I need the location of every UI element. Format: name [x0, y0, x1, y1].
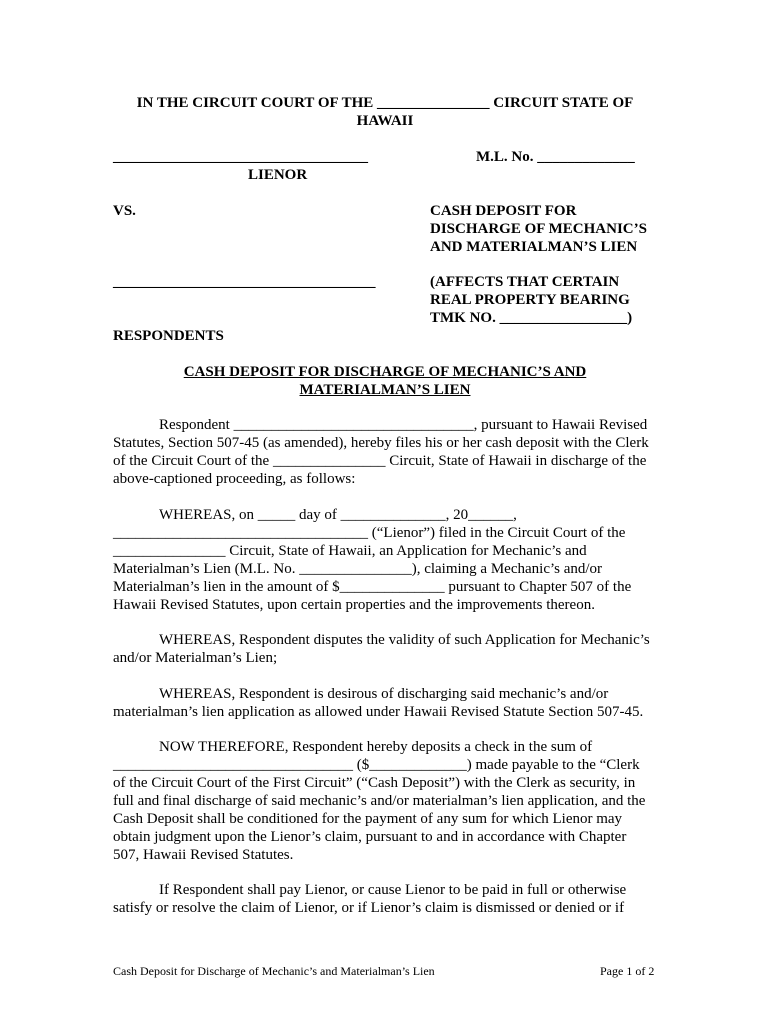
- paragraph-line: ________________________________ ($_____________) made payable to the “Clerk: [113, 757, 640, 773]
- paragraph-line: Cash Deposit shall be conditioned for the payment of any sum for which Lienor may: [113, 811, 623, 827]
- court-header-line2: HAWAII: [356, 113, 414, 129]
- document-title-line1: CASH DEPOSIT FOR DISCHARGE OF MECHANIC’S AND: [183, 364, 587, 380]
- paragraph-line: and/or Materialman’s Lien;: [113, 650, 278, 666]
- paragraph-line: Materialman’s lien in the amount of $______________ pursuant to Chapter 507 of the: [113, 579, 632, 595]
- footer-page-number: Page 1 of 2: [600, 964, 655, 978]
- paragraph-line: WHEREAS, Respondent is desirous of discharging said mechanic’s and/or: [159, 686, 609, 702]
- paragraph-line: WHEREAS, Respondent disputes the validity of such Application for Mechanic’s: [159, 632, 650, 648]
- paragraph-line: Respondent ________________________________, pursuant to Hawaii Revised: [159, 417, 648, 433]
- affects-line3: TMK NO. _________________): [430, 310, 633, 326]
- document-title-line2: MATERIALMAN’S LIEN: [299, 382, 471, 398]
- paragraph-line: of the Circuit Court of the _______________ Circuit, State of Hawaii in discharge of the: [113, 453, 647, 469]
- lienor-label: LIENOR: [248, 167, 308, 183]
- paragraph-line: 507, Hawaii Revised Statutes.: [113, 847, 294, 863]
- lienor-name-blank: __________________________________: [113, 149, 368, 165]
- paragraph-line: Statutes, Section 507-45 (as amended), hereby files his or her cash deposit with the Clerk: [113, 435, 649, 451]
- paragraph-line: WHEREAS, on _____ day of ______________, 20______,: [159, 507, 517, 523]
- paragraph-line: Materialman’s Lien (M.L. No. _______________), claiming a Mechanic’s and/or: [113, 561, 603, 577]
- respondent-name-blank: ___________________________________: [113, 274, 376, 290]
- paragraph-line: Hawaii Revised Statutes, upon certain properties and the improvements thereon.: [113, 597, 595, 613]
- paragraph-line: __________________________________ (“Lienor”) filed in the Circuit Court of the: [113, 525, 626, 541]
- ml-number: M.L. No. _____________: [476, 149, 635, 165]
- affects-line1: (AFFECTS THAT CERTAIN: [430, 274, 620, 290]
- paragraph-line: NOW THEREFORE, Respondent hereby deposits a check in the sum of: [159, 739, 593, 755]
- versus-label: VS.: [113, 203, 136, 219]
- paragraph-line: full and final discharge of said mechanic’s and/or materialman’s lien application, and the: [113, 793, 646, 809]
- caption-title-line2: DISCHARGE OF MECHANIC’S: [430, 221, 647, 237]
- paragraph-line: above-captioned proceeding, as follows:: [113, 471, 356, 487]
- paragraph-line: If Respondent shall pay Lienor, or cause Lienor to be paid in full or otherwise: [159, 882, 627, 898]
- paragraph-line: obtain judgment upon the Lienor’s claim, pursuant to and in accordance with Chapter: [113, 829, 627, 845]
- paragraph-line: satisfy or resolve the claim of Lienor, or if Lienor’s claim is dismissed or denied or if: [113, 900, 625, 916]
- court-header-line1: IN THE CIRCUIT COURT OF THE _______________ CIRCUIT STATE OF: [136, 95, 634, 111]
- caption-title-line3: AND MATERIALMAN’S LIEN: [430, 239, 638, 255]
- affects-line2: REAL PROPERTY BEARING: [430, 292, 630, 308]
- footer-document-title: Cash Deposit for Discharge of Mechanic’s and Materialman’s Lien: [113, 964, 435, 978]
- paragraph-line: of the Circuit Court of the First Circuit” (“Cash Deposit”) with the Clerk as security, in: [113, 775, 636, 791]
- paragraph-line: materialman’s lien application as allowed under Hawaii Revised Statute Section 507-45.: [113, 704, 644, 720]
- respondents-label: RESPONDENTS: [113, 328, 224, 344]
- caption-title-line1: CASH DEPOSIT FOR: [430, 203, 577, 219]
- paragraph-line: _______________ Circuit, State of Hawaii, an Application for Mechanic’s and: [113, 543, 587, 559]
